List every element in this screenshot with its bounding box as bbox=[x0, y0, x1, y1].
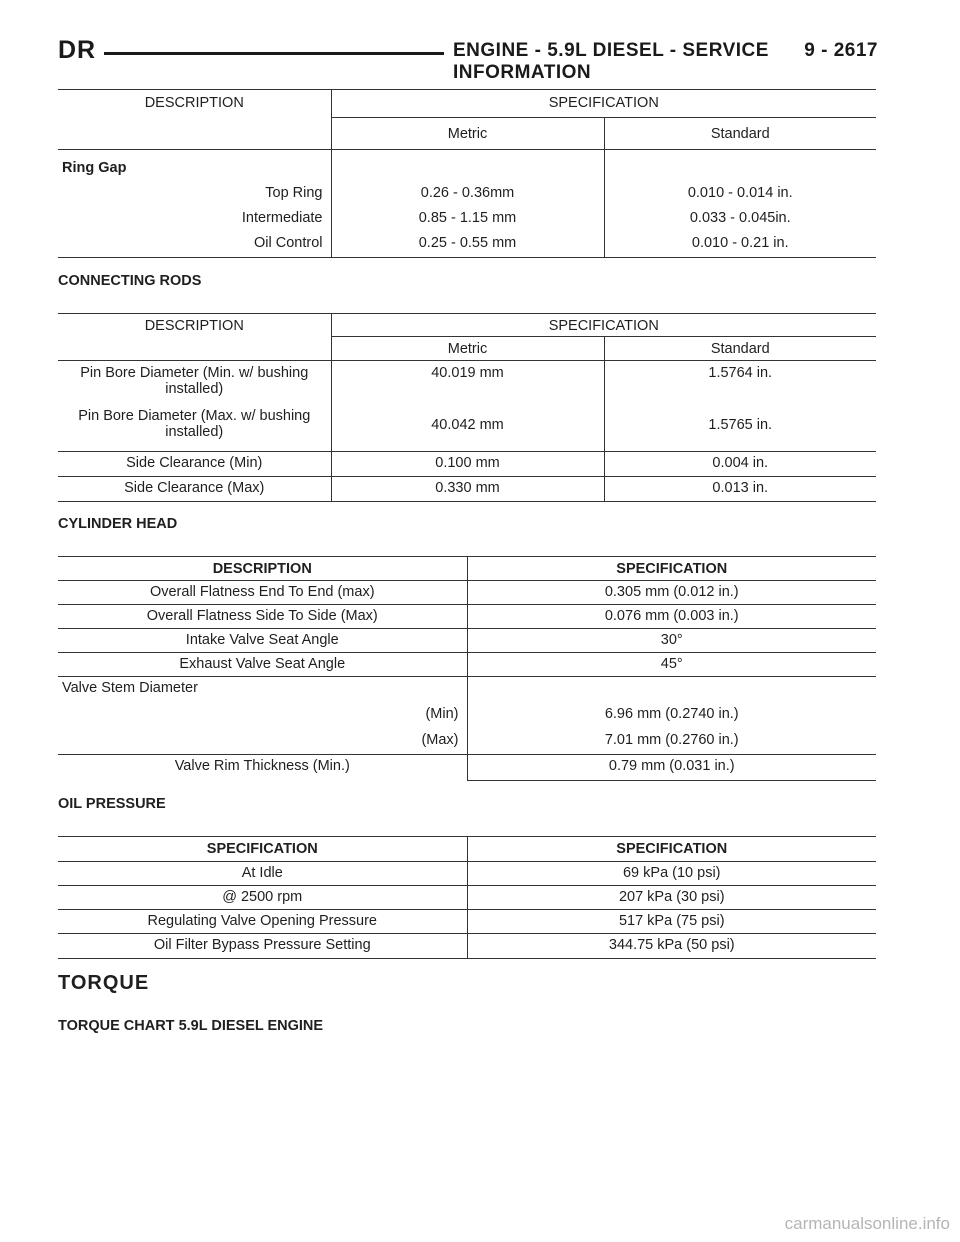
head-label: Overall Flatness Side To Side (Max) bbox=[58, 605, 467, 629]
rod-label: Side Clearance (Min) bbox=[58, 452, 331, 477]
page-header bbox=[58, 36, 878, 83]
table-row bbox=[58, 477, 876, 502]
oil-label: @ 2500 rpm bbox=[58, 886, 467, 910]
col-description: DESCRIPTION bbox=[58, 314, 331, 361]
col-description: DESCRIPTION bbox=[58, 90, 331, 150]
ring-standard: 0.010 - 0.014 in. bbox=[687, 184, 793, 201]
header-section-code: DR bbox=[58, 36, 97, 64]
ring-metric: 0.26 - 0.36mm bbox=[331, 180, 604, 205]
torque-title: TORQUE bbox=[58, 972, 150, 994]
rod-label: Side Clearance (Max) bbox=[58, 477, 331, 502]
col-specification: SPECIFICATION bbox=[331, 314, 876, 337]
col-specification: SPECIFICATION bbox=[331, 90, 876, 118]
table-row bbox=[58, 205, 876, 230]
table-row bbox=[58, 862, 876, 886]
table-row bbox=[58, 653, 876, 677]
ring-metric: 0.85 - 1.15 mm bbox=[331, 205, 604, 230]
head-value: 7.01 mm (0.2760 in.) bbox=[604, 731, 739, 748]
table-row bbox=[58, 886, 876, 910]
rod-metric: 0.330 mm bbox=[331, 477, 604, 502]
head-value: 0.076 mm (0.003 in.) bbox=[467, 605, 876, 629]
watermark: carmanualsonline.info bbox=[784, 1214, 950, 1233]
cylinder-head-title: CYLINDER HEAD bbox=[58, 516, 178, 532]
head-label: Valve Rim Thickness (Min.) bbox=[58, 755, 467, 781]
oil-label: At Idle bbox=[58, 862, 467, 886]
head-label: Exhaust Valve Seat Angle bbox=[58, 653, 467, 677]
table-row bbox=[58, 701, 876, 728]
header-title: ENGINE - 5.9L DIESEL - SERVICE INFORMATION bbox=[453, 40, 769, 83]
cylinder-head-table bbox=[58, 556, 876, 781]
ring-label: Intermediate bbox=[58, 205, 331, 230]
col-description: DESCRIPTION bbox=[58, 557, 467, 581]
col-specification-right: SPECIFICATION bbox=[467, 837, 876, 862]
valve-stem-group: Valve Stem Diameter bbox=[58, 677, 467, 701]
rod-standard: 1.5764 in. bbox=[604, 361, 876, 406]
ring-gap-table bbox=[58, 89, 876, 258]
oil-value: 517 kPa (75 psi) bbox=[467, 910, 876, 934]
connecting-rods-title: CONNECTING RODS bbox=[58, 273, 202, 289]
table-row bbox=[58, 406, 876, 452]
rod-standard: 0.013 in. bbox=[604, 477, 876, 502]
rod-label: Pin Bore Diameter (Min. w/ bushing installed) bbox=[58, 361, 331, 406]
rod-metric: 40.042 mm bbox=[331, 406, 604, 452]
table-row bbox=[58, 180, 876, 205]
ring-standard: 0.033 - 0.045in. bbox=[689, 209, 791, 226]
rod-metric: 0.100 mm bbox=[331, 452, 604, 477]
head-label: Intake Valve Seat Angle bbox=[58, 629, 467, 653]
table-row bbox=[58, 728, 876, 755]
ring-empty-cell bbox=[604, 150, 876, 180]
head-value: 6.96 mm (0.2740 in.) bbox=[604, 705, 739, 722]
oil-value: 344.75 kPa (50 psi) bbox=[467, 934, 876, 959]
oil-label: Oil Filter Bypass Pressure Setting bbox=[58, 934, 467, 959]
ring-label: Oil Control bbox=[58, 230, 331, 258]
oil-value: 69 kPa (10 psi) bbox=[467, 862, 876, 886]
ring-metric: 0.25 - 0.55 mm bbox=[331, 230, 604, 258]
table-row bbox=[58, 605, 876, 629]
head-value: 0.79 mm (0.031 in.) bbox=[467, 755, 876, 781]
col-metric: Metric bbox=[331, 118, 604, 150]
ring-empty-cell bbox=[331, 150, 604, 180]
head-value: 30° bbox=[467, 629, 876, 653]
col-standard: Standard bbox=[710, 126, 770, 142]
table-row bbox=[58, 361, 876, 406]
oil-value: 207 kPa (30 psi) bbox=[467, 886, 876, 910]
rod-standard: 1.5765 in. bbox=[708, 416, 773, 433]
rod-standard: 0.004 in. bbox=[604, 452, 876, 477]
oil-label: Regulating Valve Opening Pressure bbox=[58, 910, 467, 934]
head-sub-label: (Max) bbox=[58, 728, 467, 755]
table-row bbox=[58, 629, 876, 653]
table-row bbox=[58, 755, 876, 781]
head-value: 45° bbox=[467, 653, 876, 677]
table-row bbox=[58, 910, 876, 934]
col-specification: SPECIFICATION bbox=[467, 557, 876, 581]
connecting-rods-table bbox=[58, 313, 876, 502]
col-standard: Standard bbox=[710, 341, 770, 357]
table-row bbox=[58, 230, 876, 258]
table-row bbox=[58, 934, 876, 959]
ring-gap-group: Ring Gap bbox=[58, 150, 331, 180]
oil-pressure-table bbox=[58, 836, 876, 959]
col-metric: Metric bbox=[331, 337, 604, 361]
table-row bbox=[58, 581, 876, 605]
head-sub-label: (Min) bbox=[58, 701, 467, 728]
rod-metric: 40.019 mm bbox=[331, 361, 604, 406]
header-rule bbox=[104, 52, 444, 55]
col-specification-left: SPECIFICATION bbox=[58, 837, 467, 862]
head-empty-cell bbox=[467, 677, 876, 701]
head-value: 0.305 mm (0.012 in.) bbox=[467, 581, 876, 605]
head-label: Overall Flatness End To End (max) bbox=[58, 581, 467, 605]
torque-chart-title: TORQUE CHART 5.9L DIESEL ENGINE bbox=[58, 1018, 324, 1034]
ring-standard: 0.010 - 0.21 in. bbox=[604, 230, 876, 258]
table-row bbox=[58, 452, 876, 477]
ring-label: Top Ring bbox=[58, 180, 331, 205]
rod-label: Pin Bore Diameter (Max. w/ bushing installed) bbox=[58, 406, 331, 452]
header-page-number: 9 - 2617 bbox=[804, 40, 878, 61]
oil-pressure-title: OIL PRESSURE bbox=[58, 796, 166, 812]
